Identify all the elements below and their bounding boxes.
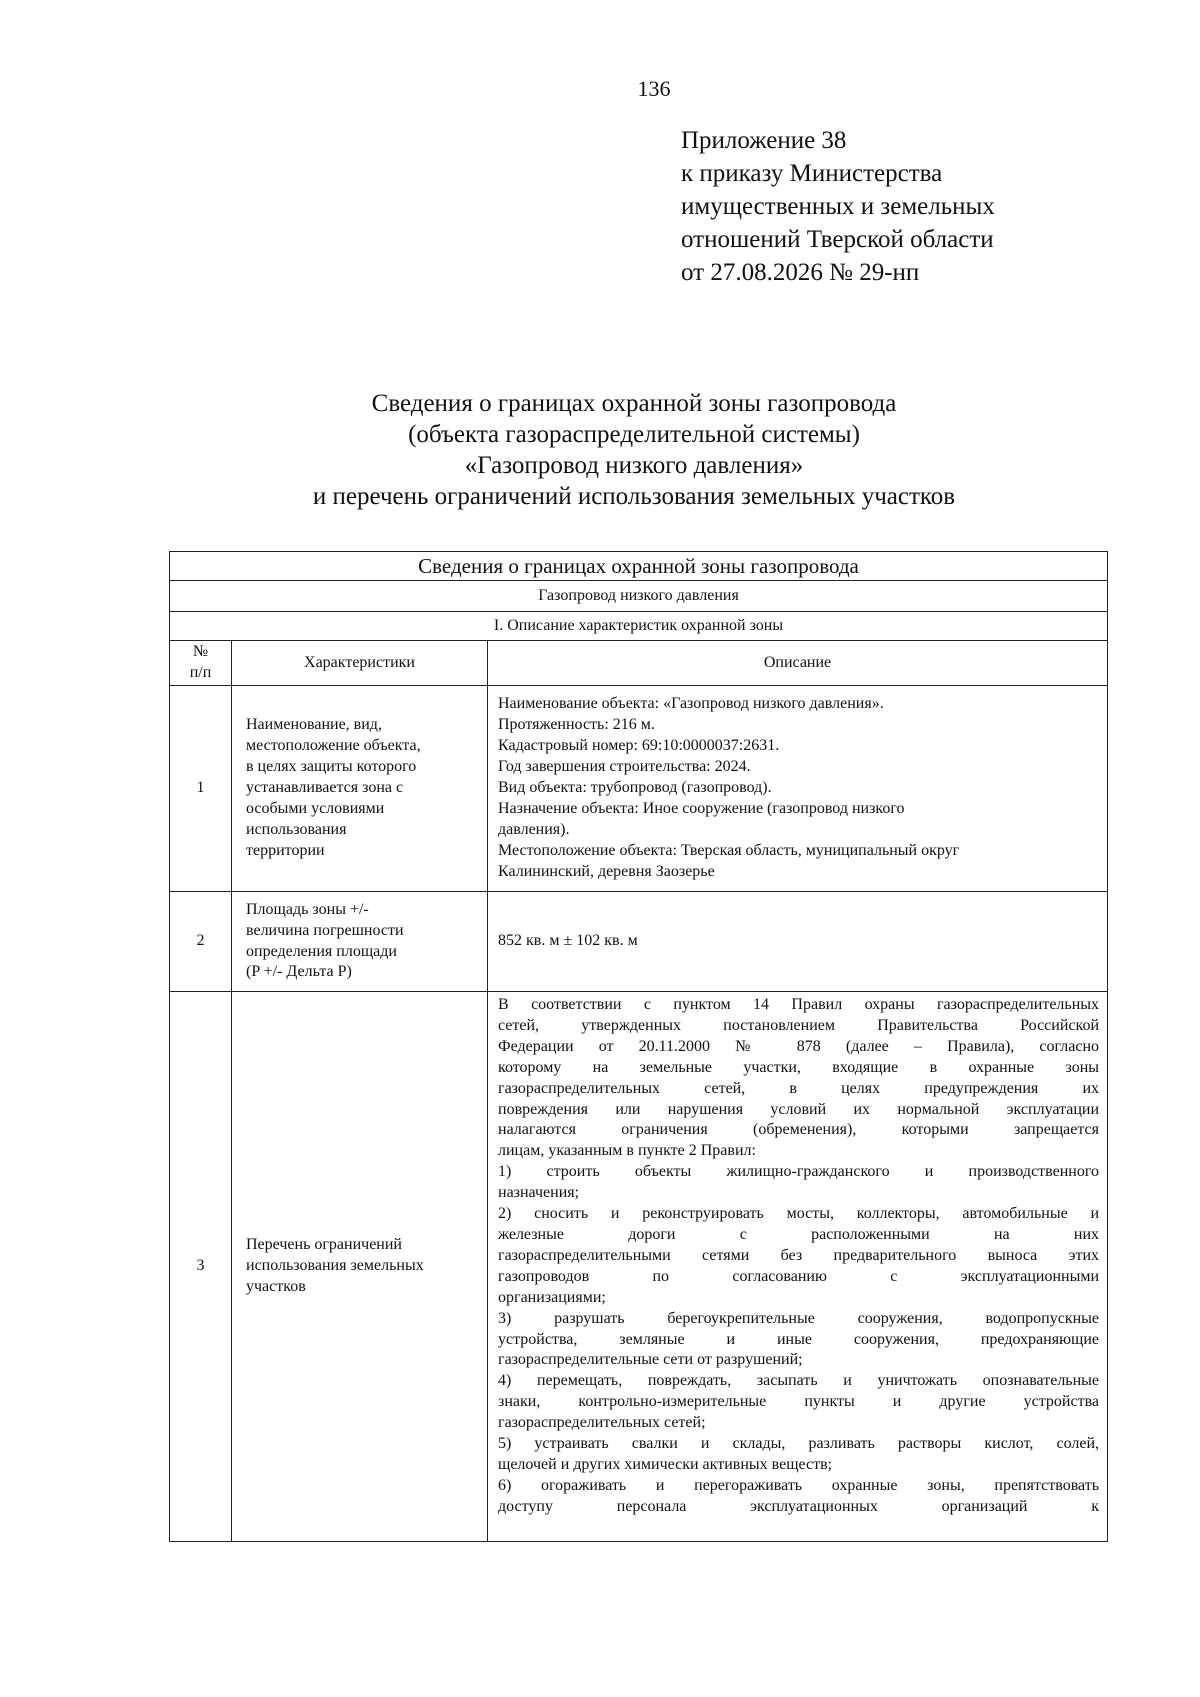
column-header-characteristics: Характеристики (232, 641, 488, 686)
row-description: 852 кв. м ± 102 кв. м (488, 892, 1108, 992)
column-header-description: Описание (488, 641, 1108, 686)
table-heading: Сведения о границах охранной зоны газопровода (170, 552, 1108, 581)
table-row (170, 892, 1108, 992)
table-section-title: I. Описание характеристик охранной зоны (170, 612, 1108, 641)
table-row (170, 992, 1108, 1542)
appendix-line: имущественных и земельных (681, 193, 995, 220)
appendix-block (681, 124, 995, 289)
table-subheading: Газопровод низкого давления (170, 581, 1108, 612)
title-line: и перечень ограничений использования земельных участков (312, 483, 956, 510)
row-description: В соответствии с пунктом 14 Правил охраны газораспределительных сетей, утвержденных постановлением Правительства Российской Федерации от 20.11.2000 № 878 (далее – Правила), согласно которому на земельные участки, входящие в охранные зоны газораспределительных сетей, в целях предупреждения их повреждения или нарушения условий их нормальной эксплуатации налагаются ограничения (обременения), которыми запрещается лицам, указанным в пункте 2 Правил: 1) строить объекты жилищно-гражданского и производственного назначения; 2) сносить и реконструировать мосты, коллекторы, автомобильные и железные дороги с расположенными на них газораспределительными сетями без предварительного выноса этих газопроводов по согласованию с эксплуатационными организациями; 3) разрушать берегоукрепительные сооружения, водопропускные устройства, земляные и иные сооружения, предохраняющие газораспределительные сети от разрушений; 4) перемещать, повреждать, засыпать и уничтожать опознавательные знаки, контрольно-измерительные пункты и другие устройства газораспределительных сетей; 5) устраивать свалки и склады, разливать растворы кислот, солей, щелочей и других химически активных веществ; 6) огораживать и перегораживать охранные зоны, препятствовать доступу персонала эксплуатационных организаций к (488, 992, 1108, 1542)
appendix-line: отношений Тверской области (681, 226, 994, 253)
appendix-line: Приложение 38 (681, 127, 847, 154)
zone-table (169, 551, 1108, 1542)
title-line: Сведения о границах охранной зоны газопровода (371, 390, 897, 417)
table-row (170, 686, 1108, 892)
appendix-line: к приказу Министерства (681, 160, 943, 187)
column-header-number: № п/п (170, 641, 232, 686)
row-number: 1 (170, 686, 232, 892)
row-characteristic: Перечень ограничений использования земельных участков (232, 992, 488, 1542)
title-line: (объекта газораспределительной системы) (408, 421, 860, 448)
row-number: 2 (170, 892, 232, 992)
row-number: 3 (170, 992, 232, 1542)
document-title (160, 388, 1108, 512)
row-characteristic: Наименование, вид, местоположение объекта, в целях защиты которого устанавливается зона с особыми условиями использования территории (232, 686, 488, 892)
appendix-line: от 27.08.2026 № 29-нп (681, 259, 920, 286)
page-number: 136 (637, 76, 671, 101)
table-header-row (170, 641, 1108, 686)
title-line: «Газопровод низкого давления» (464, 452, 804, 479)
row-characteristic: Площадь зоны +/- величина погрешности определения площади (P +/- Дельта P) (232, 892, 488, 992)
row-description: Наименование объекта: «Газопровод низкого давления». Протяженность: 216 м. Кадастровый номер: 69:10:0000037:2631. Год завершения строительства: 2024. Вид объекта: трубопровод (газопровод). Назначение объекта: Иное сооружение (газопровод низкого давления). Местоположение объекта: Тверская область, муниципальный округ Калининский, деревня Заозерье (488, 686, 1108, 892)
